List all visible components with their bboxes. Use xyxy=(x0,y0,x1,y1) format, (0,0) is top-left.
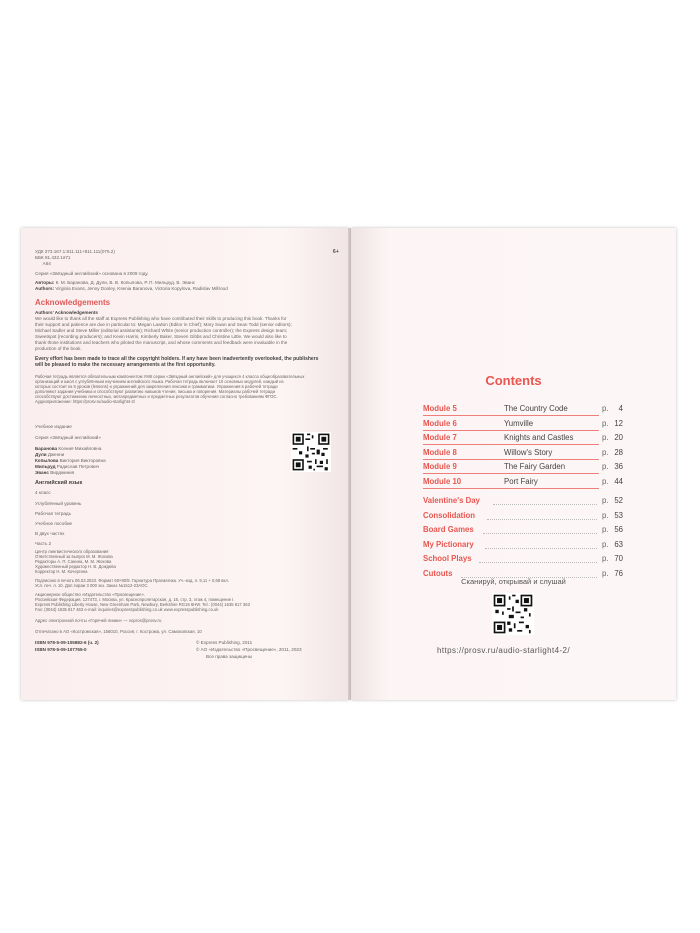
page-abbr: p. xyxy=(602,476,609,486)
page-abbr: p. xyxy=(602,568,609,578)
page-abbr: p. xyxy=(602,525,609,534)
imprint-page xyxy=(21,228,349,700)
ack-subtitle: Authors' Acknowledgements xyxy=(35,310,98,315)
toc-extra-row[interactable] xyxy=(423,540,623,555)
toc-module-row[interactable] xyxy=(423,448,623,463)
module-title: The Country Code xyxy=(504,404,568,413)
table-of-contents xyxy=(423,404,623,583)
staff-line: Центр лингвистического образования xyxy=(35,549,109,554)
qr-code-audio[interactable] xyxy=(492,593,534,635)
page-number: 63 xyxy=(614,539,623,549)
page-abbr: p. xyxy=(602,418,609,428)
notice-line: организаций и школ с углублённым изучением английского языка. Рабочая тетрадь включает 10 основных модулей, каждый из xyxy=(35,379,284,384)
publisher-line: Express Publishing Liberty House, New Greenham Park, Newbury, Berkshire RG19 6HW. Tel.: (0044) 1635 817 363 xyxy=(35,602,250,607)
age-rating: 6+ xyxy=(332,249,339,255)
ack-body xyxy=(35,316,325,352)
section-label: School Plays xyxy=(423,554,472,563)
dot-leader xyxy=(485,548,597,549)
authors-en-names: Virginia Evans, Jenny Dooley, Ksenia Baranova, Victoria Kopylova, Radislav Millrood xyxy=(55,286,228,291)
notice-line: способствуют достижению личностных, метапредметных и предметных результатов обучения согласно требованиям ФГОС. xyxy=(35,394,278,399)
authors-en xyxy=(35,286,325,292)
audio-url[interactable]: https://prosv.ru/audio-starlight4-2/ xyxy=(437,646,570,655)
toc-module-row[interactable] xyxy=(423,404,623,419)
authors-en-label: Authors: xyxy=(35,286,55,291)
qr-code-icon xyxy=(291,432,331,472)
underline xyxy=(423,488,599,489)
publisher-line: Fax: (0044) 1635 817 463 e-mail: inquiries@expresspublishing.co.uk www.expresspublishing.co.uk xyxy=(35,607,219,612)
dot-leader xyxy=(479,562,597,563)
page-abbr: p. xyxy=(602,496,609,505)
toc-module-row[interactable] xyxy=(423,419,623,434)
staff-list xyxy=(35,549,325,574)
toc-module-row[interactable] xyxy=(423,433,623,448)
page-number: 56 xyxy=(614,525,623,534)
publisher-line: Российская Федерация, 127473, г. Москва, ул. Краснопролетарская, д. 16, стр. 3, этаж 4, помещение I. xyxy=(35,597,235,602)
print-line: Усл. печ. л. 10. Доп.тираж 3 000 экз. Заказ №1512-23АОС. xyxy=(35,583,149,588)
credit-row: Копылова Виктория Викторовна xyxy=(35,458,106,463)
edition-label: Учебное издание xyxy=(35,424,72,429)
section-label: Cutouts xyxy=(423,568,453,578)
copyright-note: Every effort has been made to trace all the copyright holders. If any have been inadvertently overlooked, the publishers will be pleased to make the necessary arrangements at the first opportunity. xyxy=(35,356,319,368)
a64-line: А64 xyxy=(35,261,51,266)
udk-line: УДК 373.167.1:811.111+811.111(075.2) xyxy=(35,249,115,254)
module-number: Module 10 xyxy=(423,476,462,486)
notice-line: Аудиоприложение: https://prosv.ru/audio-starlight4-2/ xyxy=(35,399,136,404)
notice-line: Рабочая тетрадь является обязательным компонентом УМК серии «Звёздный английский» для учащихся 4 класса общеобразовательных xyxy=(35,374,305,379)
page-number: 70 xyxy=(614,554,623,563)
underline xyxy=(423,459,599,460)
open-workbook xyxy=(21,228,676,700)
parts: В двух частях xyxy=(35,531,65,536)
page-number: 28 xyxy=(614,447,623,457)
staff-line: Художественный редактор Н. В. Дождева xyxy=(35,564,116,569)
print-info xyxy=(35,578,325,588)
underline xyxy=(423,473,599,474)
underline xyxy=(423,415,599,416)
copyright-1: © Express Publishing, 2011 xyxy=(196,640,253,645)
printed-by: Отпечатано в АО «Костромская», 156010, Россия, г. Кострома, ул. Самоковская, 10 xyxy=(35,629,202,634)
ack-line: production of the book. xyxy=(35,346,82,351)
underline xyxy=(423,430,599,431)
isbn-1: ISBN 978-5-09-105882-6 (ч. 2) xyxy=(35,640,99,645)
page-abbr: p. xyxy=(602,462,609,471)
notice-line: которых состоит из 5 уроков (lessons) и упражнений для закрепления лексики и грамматики. Упражнения в рабочей тетради xyxy=(35,384,278,389)
qr-code-left[interactable] xyxy=(291,432,331,472)
dot-leader xyxy=(493,504,597,505)
dot-leader xyxy=(483,533,597,534)
section-label: Valentine's Day xyxy=(423,496,480,505)
credit-row: Мильруд Радислав Петрович xyxy=(35,464,100,469)
page-number: 36 xyxy=(614,462,623,471)
module-number: Module 9 xyxy=(423,462,457,471)
ack-title: Acknowledgements xyxy=(35,298,111,307)
module-number: Module 6 xyxy=(423,418,457,428)
module-title: The Fairy Garden xyxy=(504,462,566,471)
series-label: Серия «Звёздный английский» xyxy=(35,435,101,440)
page-abbr: p. xyxy=(602,539,609,549)
page-number: 53 xyxy=(614,510,623,520)
module-number: Module 7 xyxy=(423,433,457,442)
toc-module-row[interactable] xyxy=(423,462,623,477)
toc-extra-row[interactable] xyxy=(423,496,623,511)
contents-page xyxy=(351,228,676,700)
module-title: Knights and Castles xyxy=(504,433,574,442)
isbn-2: ISBN 978-5-09-107765-0 xyxy=(35,647,87,652)
staff-line: Редакторы А. П. Санина, М. М. Жохова xyxy=(35,559,112,564)
page-number: 4 xyxy=(618,404,623,413)
page-number: 52 xyxy=(614,496,623,505)
page-number: 44 xyxy=(614,476,623,486)
credit-row: Дули Дженни xyxy=(35,452,65,457)
page-number: 12 xyxy=(614,418,623,428)
ack-line: We would like to thank all the staff at Express Publishing who have contributed their skills to producing this book. Thanks for xyxy=(35,316,287,321)
module-title: Port Fairy xyxy=(504,476,538,486)
toc-extra-row[interactable] xyxy=(423,554,623,569)
publisher-info xyxy=(35,592,325,612)
scan-instruction: Сканируй, открывай и слушай xyxy=(461,577,566,586)
subject: Английский язык xyxy=(35,480,83,486)
part: Часть 2 xyxy=(35,541,52,546)
underline xyxy=(423,444,599,445)
copyright-3: Все права защищены xyxy=(206,654,253,659)
ack-line: thank those institutions and teachers who piloted the manuscript, and whose comments and feedback were invaluable in the xyxy=(35,340,288,345)
module-title: Willow's Story xyxy=(504,447,553,457)
series-note: Серия «Звёздный английский» основана в 2009 году. xyxy=(35,271,149,276)
ack-line: Sweetspot (recording producers); and Kevin Harris, Kimberly Baker, Steven Gibbs and Christine Little. We would also like to xyxy=(35,334,287,339)
copyright-2: © АО «Издательство «Просвещение», 2011, 2023 xyxy=(196,647,302,652)
dot-leader xyxy=(487,519,597,520)
credit-row: Эванс Вирджиния xyxy=(35,470,75,475)
module-number: Module 8 xyxy=(423,447,457,457)
page-abbr: p. xyxy=(602,510,609,520)
authors-ru-label: Авторы: xyxy=(35,280,55,285)
publisher-line: Акционерное общество «Издательство «Просвещение». xyxy=(35,592,145,597)
grade: 4 класс xyxy=(35,490,51,495)
print-line: Подписано в печать 06.03.2023. Формат 60×90/8. Гарнитура Прагматика. Уч.-изд. л. 9,11 + 0,68 вкл. xyxy=(35,578,230,583)
level: Углублённый уровень xyxy=(35,501,82,506)
authors-ru-names: К. М. Баранова, Д. Дули, В. В. Копылова, Р. П. Мильруд, В. Эванс xyxy=(55,280,196,285)
ack-line: Michael Sadler and Steve Miller (editorial assistants); Richard White (senior production controller); the Express design team; xyxy=(35,328,288,333)
toc-module-row[interactable] xyxy=(423,477,623,492)
page-number: 76 xyxy=(614,568,623,578)
page-abbr: p. xyxy=(602,447,609,457)
manual: Учебное пособие xyxy=(35,521,73,526)
page-number: 20 xyxy=(614,433,623,442)
contents-title: Contents xyxy=(485,373,542,388)
ack-line: their support and patience are due in particular to: Megan Lawton (Editor in Chief); Mary Swan and Sean Todd (senior editors); xyxy=(35,322,292,327)
section-label: Consolidation xyxy=(423,510,475,520)
staff-line: Ответственный за выпуск М. М. Жохова xyxy=(35,554,113,559)
book-type: Рабочая тетрадь xyxy=(35,511,72,516)
page-abbr: p. xyxy=(602,554,609,563)
staff-line: Корректор Н. М. Кочергина xyxy=(35,569,88,574)
module-title: Yumville xyxy=(504,418,534,428)
page-abbr: p. xyxy=(602,433,609,442)
hotline-email: Адрес электронной почты «Горячей линии» — vopros@prosv.ru xyxy=(35,618,162,623)
credit-row: Баранова Ксения Михайловна xyxy=(35,446,102,451)
toc-extra-row[interactable] xyxy=(423,511,623,526)
bbk-line: ББК 81.432.1я71 xyxy=(35,255,71,260)
edition-notice xyxy=(35,374,325,404)
section-label: My Pictionary xyxy=(423,539,474,549)
notice-line: дополняют задания учебника и способствуют развитию навыков чтения, письма и говорения. Материалы рабочей тетради xyxy=(35,389,275,394)
qr-code-icon xyxy=(492,593,534,635)
page-abbr: p. xyxy=(602,404,609,413)
toc-extra-row[interactable] xyxy=(423,525,623,540)
section-label: Board Games xyxy=(423,525,474,534)
module-number: Module 5 xyxy=(423,404,457,413)
credits-list xyxy=(35,446,325,476)
